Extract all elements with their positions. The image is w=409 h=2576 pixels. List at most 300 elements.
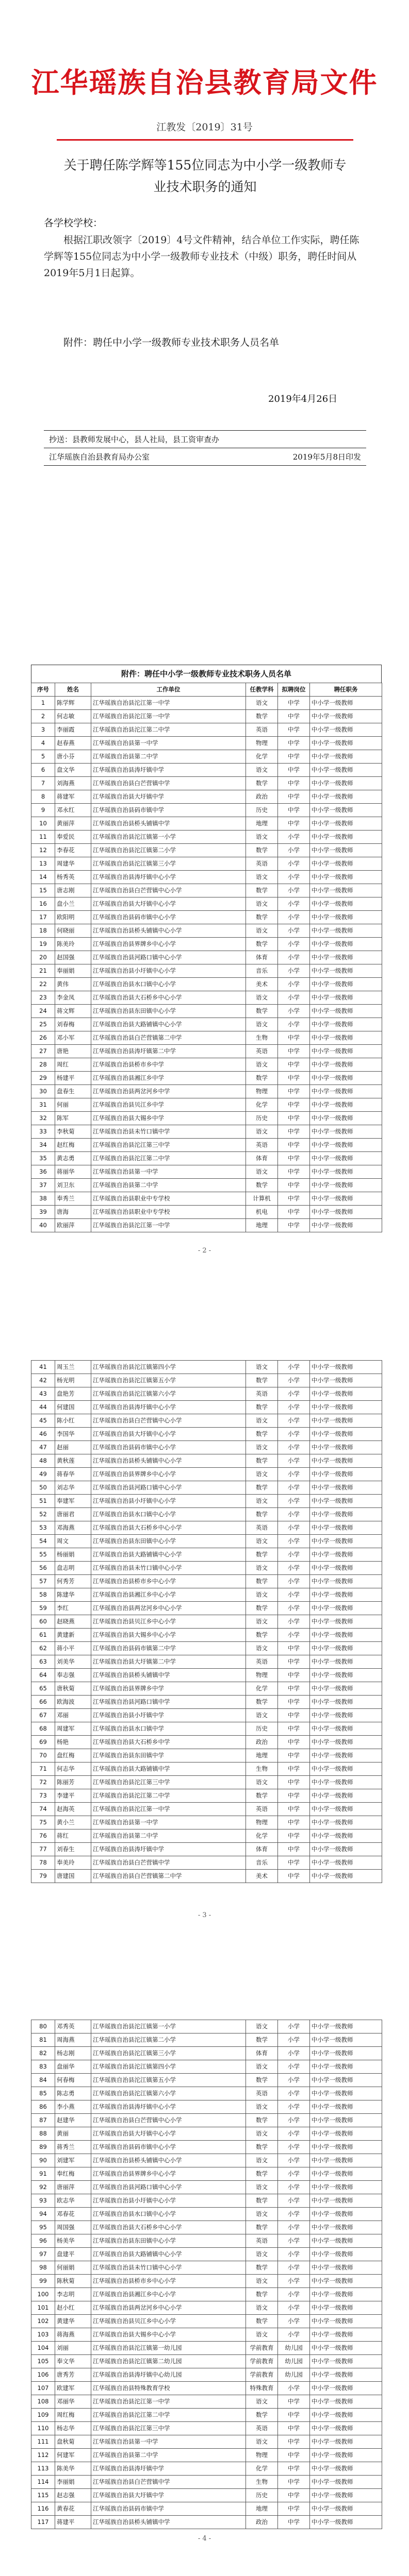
staff-name-cell: 李金凤 bbox=[55, 991, 91, 1005]
row-index-cell: 91 bbox=[31, 2167, 55, 2181]
teaching-subject-cell: 数学 bbox=[246, 1005, 278, 1018]
teaching-subject-cell: 历史 bbox=[246, 804, 278, 817]
row-index-cell: 89 bbox=[31, 2141, 55, 2154]
table-row bbox=[31, 991, 382, 1005]
staff-name-cell: 黄秋莲 bbox=[55, 1454, 91, 1468]
work-unit-cell: 江华瑶族自治县沱江第一中学 bbox=[91, 1803, 246, 1816]
table-row bbox=[31, 1588, 382, 1602]
teaching-subject-cell: 语文 bbox=[246, 1441, 278, 1454]
row-index-cell: 60 bbox=[31, 1615, 55, 1629]
work-unit-cell: 江华瑶族自治县沱江第一中学 bbox=[91, 710, 246, 723]
table-row bbox=[31, 2382, 382, 2395]
post-level-cell: 小学 bbox=[278, 2382, 310, 2395]
row-index-cell: 66 bbox=[31, 1696, 55, 1709]
staff-name-cell: 盘艳芳 bbox=[55, 1387, 91, 1401]
post-level-cell: 中学 bbox=[278, 1843, 310, 1856]
job-title-cell: 中小学一级教师 bbox=[310, 884, 382, 897]
work-unit-cell: 江华瑶族自治县两岔河乡中心小学 bbox=[91, 2301, 246, 2315]
job-title-cell: 中小学一级教师 bbox=[310, 964, 382, 978]
row-index-cell: 28 bbox=[31, 1058, 55, 1072]
table-row bbox=[31, 2208, 382, 2221]
post-level-cell: 中学 bbox=[278, 1642, 310, 1655]
work-unit-cell: 江华瑶族自治县沱江镇第一幼儿园 bbox=[91, 2342, 246, 2355]
staff-name-cell: 杨志华 bbox=[55, 2422, 91, 2435]
work-unit-cell: 江华瑶族自治县沱江镇第二小学 bbox=[91, 844, 246, 857]
post-level-cell: 中学 bbox=[278, 1856, 310, 1870]
post-level-cell: 小学 bbox=[278, 1481, 310, 1495]
table-row bbox=[31, 831, 382, 844]
row-index-cell: 88 bbox=[31, 2127, 55, 2141]
staff-name-cell: 李国华 bbox=[55, 1428, 91, 1441]
job-title-cell: 中小学一级教师 bbox=[310, 2221, 382, 2234]
post-level-cell: 小学 bbox=[278, 978, 310, 991]
table-row bbox=[31, 2074, 382, 2087]
work-unit-cell: 江华瑶族自治县大石桥乡中学 bbox=[91, 1736, 246, 1749]
post-level-cell: 小学 bbox=[278, 2127, 310, 2141]
row-index-cell: 10 bbox=[31, 817, 55, 831]
table-row bbox=[31, 2060, 382, 2074]
work-unit-cell: 江华瑶族自治县大路铺镇中心小学 bbox=[91, 1018, 246, 1031]
table-row bbox=[31, 1192, 382, 1206]
staff-name-cell: 李丽霞 bbox=[55, 723, 91, 737]
row-index-cell: 11 bbox=[31, 831, 55, 844]
post-level-cell: 小学 bbox=[278, 2328, 310, 2342]
row-index-cell: 93 bbox=[31, 2194, 55, 2208]
job-title-cell: 中小学一级教师 bbox=[310, 2489, 382, 2502]
table-row bbox=[31, 1031, 382, 1045]
table-row bbox=[31, 1454, 382, 1468]
teaching-subject-cell: 语文 bbox=[246, 924, 278, 938]
teaching-subject-cell: 数学 bbox=[246, 1629, 278, 1642]
row-index-cell: 107 bbox=[31, 2382, 55, 2395]
staff-table bbox=[31, 2020, 382, 2529]
teaching-subject-cell: 美术 bbox=[246, 978, 278, 991]
staff-name-cell: 黄小兰 bbox=[55, 1816, 91, 1829]
post-level-cell: 小学 bbox=[278, 2234, 310, 2248]
work-unit-cell: 江华瑶族自治县湘江乡中学 bbox=[91, 1072, 246, 1085]
work-unit-cell: 江华瑶族自治县沱江第二中学 bbox=[91, 1152, 246, 1165]
row-index-cell: 21 bbox=[31, 964, 55, 978]
work-unit-cell: 江华瑶族自治县大路铺镇中学 bbox=[91, 1762, 246, 1776]
teaching-subject-cell: 数学 bbox=[246, 1696, 278, 1709]
row-index-cell: 52 bbox=[31, 1508, 55, 1521]
work-unit-cell: 江华瑶族自治县涛圩镇中心小学 bbox=[91, 2100, 246, 2114]
staff-name-cell: 何丽 bbox=[55, 1098, 91, 1112]
row-index-cell: 54 bbox=[31, 1535, 55, 1548]
job-title-cell: 中小学一级教师 bbox=[310, 2074, 382, 2087]
table-row bbox=[31, 2047, 382, 2060]
post-level-cell: 小学 bbox=[278, 1535, 310, 1548]
row-index-cell: 46 bbox=[31, 1428, 55, 1441]
job-title-cell: 中小学一级教师 bbox=[310, 1508, 382, 1521]
staff-name-cell: 李志明 bbox=[55, 2288, 91, 2301]
row-index-cell: 50 bbox=[31, 1481, 55, 1495]
post-level-cell: 中学 bbox=[278, 1179, 310, 1192]
teaching-subject-cell: 语文 bbox=[246, 2301, 278, 2315]
teaching-subject-cell: 语文 bbox=[246, 1709, 278, 1722]
work-unit-cell: 江华瑶族自治县沱江第一中学 bbox=[91, 1219, 246, 1232]
teaching-subject-cell: 语文 bbox=[246, 991, 278, 1005]
work-unit-cell: 江华瑶族自治县码市镇中心小学 bbox=[91, 911, 246, 924]
job-title-cell: 中小学一级教师 bbox=[310, 2328, 382, 2342]
teaching-subject-cell: 英语 bbox=[246, 1521, 278, 1535]
document-header-title: 江华瑶族自治县教育局文件 bbox=[31, 66, 378, 99]
staff-name-cell: 邓春花 bbox=[55, 2208, 91, 2221]
row-index-cell: 110 bbox=[31, 2422, 55, 2435]
teaching-subject-cell: 语文 bbox=[246, 1495, 278, 1508]
post-level-cell: 中学 bbox=[278, 1219, 310, 1232]
table-row bbox=[31, 1642, 382, 1655]
post-level-cell: 小学 bbox=[278, 2154, 310, 2167]
staff-name-cell: 奉志强 bbox=[55, 1669, 91, 1682]
job-title-cell: 中小学一级教师 bbox=[310, 2248, 382, 2261]
staff-name-cell: 盘小兰 bbox=[55, 897, 91, 911]
post-level-cell: 中学 bbox=[278, 777, 310, 790]
table-row bbox=[31, 2489, 382, 2502]
red-divider-line bbox=[57, 139, 353, 141]
post-level-cell: 小学 bbox=[278, 991, 310, 1005]
teaching-subject-cell: 数学 bbox=[246, 1401, 278, 1414]
staff-name-cell: 欧海波 bbox=[55, 1696, 91, 1709]
issue-date: 2019年5月8日印发 bbox=[292, 452, 361, 462]
post-level-cell: 小学 bbox=[278, 2020, 310, 2033]
teaching-subject-cell: 数学 bbox=[246, 1789, 278, 1803]
row-index-cell: 75 bbox=[31, 1816, 55, 1829]
staff-name-cell: 何秀芳 bbox=[55, 1575, 91, 1588]
staff-name-cell: 刘卫东 bbox=[55, 1179, 91, 1192]
row-index-cell: 32 bbox=[31, 1112, 55, 1125]
row-index-cell: 116 bbox=[31, 2502, 55, 2516]
row-index-cell: 100 bbox=[31, 2288, 55, 2301]
post-level-cell: 中学 bbox=[278, 2462, 310, 2476]
row-index-cell: 1 bbox=[31, 697, 55, 710]
job-title-cell: 中小学一级教师 bbox=[310, 897, 382, 911]
staff-name-cell: 盘建平 bbox=[55, 2248, 91, 2261]
table-row bbox=[31, 1468, 382, 1481]
post-level-cell: 小学 bbox=[278, 2208, 310, 2221]
post-level-cell: 小学 bbox=[278, 2261, 310, 2275]
staff-name-cell: 陈小红 bbox=[55, 1414, 91, 1428]
row-index-cell: 92 bbox=[31, 2181, 55, 2194]
table-row bbox=[31, 1112, 382, 1125]
staff-name-cell: 何丽娟 bbox=[55, 2261, 91, 2275]
row-index-cell: 68 bbox=[31, 1722, 55, 1736]
row-index-cell: 95 bbox=[31, 2221, 55, 2234]
teaching-subject-cell: 语文 bbox=[246, 2435, 278, 2449]
table-row bbox=[31, 2275, 382, 2288]
job-title-cell: 中小学一级教师 bbox=[310, 2194, 382, 2208]
table-row bbox=[31, 1870, 382, 1883]
post-level-cell: 小学 bbox=[278, 1454, 310, 1468]
row-index-cell: 15 bbox=[31, 884, 55, 897]
row-index-cell: 38 bbox=[31, 1192, 55, 1206]
work-unit-cell: 江华瑶族自治县沱江第三中学 bbox=[91, 1776, 246, 1789]
teaching-subject-cell: 语文 bbox=[246, 2395, 278, 2409]
table-row bbox=[31, 750, 382, 764]
work-unit-cell: 江华瑶族自治县第一中学 bbox=[91, 1165, 246, 1179]
work-unit-cell: 江华瑶族自治县小圩镇中心小学 bbox=[91, 2194, 246, 2208]
staff-name-cell: 刘丽 bbox=[55, 2342, 91, 2355]
teaching-subject-cell: 语文 bbox=[246, 1588, 278, 1602]
teaching-subject-cell: 生物 bbox=[246, 1762, 278, 1776]
teaching-subject-cell: 语文 bbox=[246, 2248, 278, 2261]
job-title-cell: 中小学一级教师 bbox=[310, 1112, 382, 1125]
table-row bbox=[31, 884, 382, 897]
row-index-cell: 3 bbox=[31, 723, 55, 737]
table-row bbox=[31, 1098, 382, 1112]
teaching-subject-cell: 化学 bbox=[246, 1098, 278, 1112]
teaching-subject-cell: 语文 bbox=[246, 2154, 278, 2167]
teaching-subject-cell: 学前教育 bbox=[246, 2355, 278, 2368]
row-index-cell: 74 bbox=[31, 1803, 55, 1816]
job-title-cell: 中小学一级教师 bbox=[310, 1495, 382, 1508]
job-title-cell: 中小学一级教师 bbox=[310, 978, 382, 991]
post-level-cell: 小学 bbox=[278, 2114, 310, 2127]
job-title-cell: 中小学一级教师 bbox=[310, 1789, 382, 1803]
row-index-cell: 5 bbox=[31, 750, 55, 764]
staff-name-cell: 黄丽 bbox=[55, 2127, 91, 2141]
table-row bbox=[31, 1481, 382, 1495]
work-unit-cell: 江华瑶族自治县桥头铺镇中学 bbox=[91, 2516, 246, 2529]
post-level-cell: 中学 bbox=[278, 1045, 310, 1058]
post-level-cell: 小学 bbox=[278, 1629, 310, 1642]
post-level-cell: 中学 bbox=[278, 1749, 310, 1762]
teaching-subject-cell: 历史 bbox=[246, 1112, 278, 1125]
staff-name-cell: 周红梅 bbox=[55, 2409, 91, 2422]
job-title-cell: 中小学一级教师 bbox=[310, 1139, 382, 1152]
job-title-cell: 中小学一级教师 bbox=[310, 2167, 382, 2181]
teaching-subject-cell: 数学 bbox=[246, 2141, 278, 2154]
staff-name-cell: 赵晓燕 bbox=[55, 1615, 91, 1629]
teaching-subject-cell: 数学 bbox=[246, 1481, 278, 1495]
job-title-cell: 中小学一级教师 bbox=[310, 2462, 382, 2476]
row-index-cell: 104 bbox=[31, 2342, 55, 2355]
table-row bbox=[31, 1602, 382, 1615]
work-unit-cell: 江华瑶族自治县沱江镇第二幼儿园 bbox=[91, 2355, 246, 2368]
teaching-subject-cell: 机电 bbox=[246, 1206, 278, 1219]
teaching-subject-cell: 语文 bbox=[246, 2208, 278, 2221]
row-index-cell: 99 bbox=[31, 2275, 55, 2288]
staff-name-cell: 奉丽娟 bbox=[55, 964, 91, 978]
work-unit-cell: 江华瑶族自治县沱江第三中学 bbox=[91, 1139, 246, 1152]
table-row bbox=[31, 710, 382, 723]
job-title-cell: 中小学一级教师 bbox=[310, 2047, 382, 2060]
job-title-cell: 中小学一级教师 bbox=[310, 2208, 382, 2221]
job-title-cell: 中小学一级教师 bbox=[310, 1629, 382, 1642]
teaching-subject-cell: 英语 bbox=[246, 1655, 278, 1669]
post-level-cell: 中学 bbox=[278, 2476, 310, 2489]
row-index-cell: 7 bbox=[31, 777, 55, 790]
work-unit-cell: 江华瑶族自治县涛圩镇中学 bbox=[91, 764, 246, 777]
staff-name-cell: 陈建华 bbox=[55, 1588, 91, 1602]
post-level-cell: 中学 bbox=[278, 710, 310, 723]
post-level-cell: 小学 bbox=[278, 924, 310, 938]
page-number: - 4 - bbox=[198, 2535, 211, 2543]
work-unit-cell: 江华瑶族自治县白芒营镇第二中学 bbox=[91, 1870, 246, 1883]
staff-name-cell: 奉爱民 bbox=[55, 831, 91, 844]
post-level-cell: 中学 bbox=[278, 1098, 310, 1112]
staff-name-cell: 李秋菊 bbox=[55, 1125, 91, 1139]
row-index-cell: 65 bbox=[31, 1682, 55, 1696]
table-row bbox=[31, 1428, 382, 1441]
table-row bbox=[31, 1843, 382, 1856]
row-index-cell: 80 bbox=[31, 2020, 55, 2033]
staff-name-cell: 何建军 bbox=[55, 2449, 91, 2462]
post-level-cell: 小学 bbox=[278, 2074, 310, 2087]
table-row bbox=[31, 2502, 382, 2516]
job-title-cell: 中小学一级教师 bbox=[310, 831, 382, 844]
teaching-subject-cell: 语文 bbox=[246, 1058, 278, 1072]
staff-name-cell: 盘春生 bbox=[55, 1085, 91, 1098]
post-level-cell: 小学 bbox=[278, 951, 310, 964]
teaching-subject-cell: 政治 bbox=[246, 2516, 278, 2529]
post-level-cell: 中学 bbox=[278, 1192, 310, 1206]
staff-name-cell: 邓永红 bbox=[55, 804, 91, 817]
staff-name-cell: 盘文华 bbox=[55, 764, 91, 777]
work-unit-cell: 江华瑶族自治县特殊教育学校 bbox=[91, 2382, 246, 2395]
job-title-cell: 中小学一级教师 bbox=[310, 1535, 382, 1548]
row-index-cell: 90 bbox=[31, 2154, 55, 2167]
page-number: - 3 - bbox=[198, 1911, 211, 1919]
job-title-cell: 中小学一级教师 bbox=[310, 1843, 382, 1856]
job-title-cell: 中小学一级教师 bbox=[310, 737, 382, 750]
table-row bbox=[31, 2167, 382, 2181]
staff-name-cell: 李小燕 bbox=[55, 2100, 91, 2114]
table-row bbox=[31, 764, 382, 777]
work-unit-cell: 江华瑶族自治县东田镇中学 bbox=[91, 1749, 246, 1762]
teaching-subject-cell: 英语 bbox=[246, 1139, 278, 1152]
job-title-cell: 中小学一级教师 bbox=[310, 1192, 382, 1206]
row-index-cell: 63 bbox=[31, 1655, 55, 1669]
table-row bbox=[31, 2154, 382, 2167]
job-title-cell: 中小学一级教师 bbox=[310, 1655, 382, 1669]
issuer: 江华瑶族自治县教育局办公室 bbox=[49, 452, 150, 462]
post-level-cell: 小学 bbox=[278, 1414, 310, 1428]
post-level-cell: 小学 bbox=[278, 938, 310, 951]
row-index-cell: 87 bbox=[31, 2114, 55, 2127]
work-unit-cell: 江华瑶族自治县桥头铺镇中心小学 bbox=[91, 2154, 246, 2167]
teaching-subject-cell: 体育 bbox=[246, 2047, 278, 2060]
work-unit-cell: 江华瑶族自治县河路口镇中心小学 bbox=[91, 951, 246, 964]
staff-name-cell: 刘春生 bbox=[55, 1843, 91, 1856]
work-unit-cell: 江华瑶族自治县大圩镇中心小学 bbox=[91, 2127, 246, 2141]
table-row bbox=[31, 938, 382, 951]
post-level-cell: 中学 bbox=[278, 737, 310, 750]
job-title-cell: 中小学一级教师 bbox=[310, 790, 382, 804]
table-row bbox=[31, 1762, 382, 1776]
post-level-cell: 小学 bbox=[278, 1468, 310, 1481]
post-level-cell: 小学 bbox=[278, 1562, 310, 1575]
table-row bbox=[31, 1856, 382, 1870]
table-row bbox=[31, 2194, 382, 2208]
staff-name-cell: 赵海英 bbox=[55, 1803, 91, 1816]
teaching-subject-cell: 美术 bbox=[246, 1870, 278, 1883]
row-index-cell: 83 bbox=[31, 2060, 55, 2074]
staff-name-cell: 蒋丽华 bbox=[55, 1165, 91, 1179]
post-level-cell: 中学 bbox=[278, 1816, 310, 1829]
job-title-cell: 中小学一级教师 bbox=[310, 1588, 382, 1602]
table-row bbox=[31, 1495, 382, 1508]
teaching-subject-cell: 音乐 bbox=[246, 964, 278, 978]
table-row bbox=[31, 1521, 382, 1535]
post-level-cell: 小学 bbox=[278, 2275, 310, 2288]
job-title-cell: 中小学一级教师 bbox=[310, 750, 382, 764]
row-index-cell: 102 bbox=[31, 2315, 55, 2328]
notice-paragraph: 根据江职改领字〔2019〕4号文件精神，结合单位工作实际，聘任陈学辉等155位同志为中小学一级教师专业技术（中级）职务，聘任时间从2019年5月1日起算。 bbox=[44, 234, 359, 279]
job-title-cell: 中小学一级教师 bbox=[310, 2422, 382, 2435]
staff-name-cell: 赵国强 bbox=[55, 951, 91, 964]
table-row bbox=[31, 1085, 382, 1098]
staff-name-cell: 唐秋菊 bbox=[55, 1682, 91, 1696]
work-unit-cell: 江华瑶族自治县大锡乡中学 bbox=[91, 1112, 246, 1125]
post-level-cell: 中学 bbox=[278, 804, 310, 817]
notice-date: 2019年4月26日 bbox=[268, 394, 338, 404]
teaching-subject-cell: 数学 bbox=[246, 1575, 278, 1588]
staff-name-cell: 刘建军 bbox=[55, 2154, 91, 2167]
teaching-subject-cell: 英语 bbox=[246, 1045, 278, 1058]
staff-name-cell: 唐志刚 bbox=[55, 884, 91, 897]
post-level-cell: 小学 bbox=[278, 2060, 310, 2074]
teaching-subject-cell: 计算机 bbox=[246, 1192, 278, 1206]
teaching-subject-cell: 语文 bbox=[246, 1535, 278, 1548]
work-unit-cell: 江华瑶族自治县码市镇中学 bbox=[91, 804, 246, 817]
row-index-cell: 97 bbox=[31, 2248, 55, 2261]
row-index-cell: 56 bbox=[31, 1562, 55, 1575]
job-title-cell: 中小学一级教师 bbox=[310, 1816, 382, 1829]
teaching-subject-cell: 语文 bbox=[246, 1361, 278, 1374]
teaching-subject-cell: 地理 bbox=[246, 2502, 278, 2516]
teaching-subject-cell: 英语 bbox=[246, 2422, 278, 2435]
staff-name-cell: 奉文华 bbox=[55, 2355, 91, 2368]
row-index-cell: 19 bbox=[31, 938, 55, 951]
job-title-cell: 中小学一级教师 bbox=[310, 1165, 382, 1179]
staff-name-cell: 李红 bbox=[55, 1602, 91, 1615]
footer-box bbox=[44, 430, 366, 466]
job-title-cell: 中小学一级教师 bbox=[310, 1856, 382, 1870]
work-unit-cell: 江华瑶族自治县界牌乡中心小学 bbox=[91, 938, 246, 951]
row-index-cell: 41 bbox=[31, 1361, 55, 1374]
table-row bbox=[31, 2355, 382, 2368]
row-index-cell: 9 bbox=[31, 804, 55, 817]
job-title-cell: 中小学一级教师 bbox=[310, 1374, 382, 1387]
teaching-subject-cell: 学前教育 bbox=[246, 2368, 278, 2382]
work-unit-cell: 江华瑶族自治县码市镇第二中学 bbox=[91, 1642, 246, 1655]
row-index-cell: 115 bbox=[31, 2489, 55, 2502]
teaching-subject-cell: 生物 bbox=[246, 1031, 278, 1045]
job-title-cell: 中小学一级教师 bbox=[310, 1669, 382, 1682]
staff-name-cell: 周建军 bbox=[55, 1722, 91, 1736]
table-row bbox=[31, 2476, 382, 2489]
teaching-subject-cell: 数学 bbox=[246, 1454, 278, 1468]
table-row bbox=[31, 844, 382, 857]
work-unit-cell: 江华瑶族自治县涛圩镇中心幼儿园 bbox=[91, 2368, 246, 2382]
work-unit-cell: 江华瑶族自治县大路铺镇中心小学 bbox=[91, 1548, 246, 1562]
row-index-cell: 77 bbox=[31, 1843, 55, 1856]
work-unit-cell: 江华瑶族自治县河路口镇中心小学 bbox=[91, 2181, 246, 2194]
work-unit-cell: 江华瑶族自治县水口镇中学 bbox=[91, 1722, 246, 1736]
work-unit-cell: 江华瑶族自治县东田镇中心小学 bbox=[91, 1005, 246, 1018]
job-title-cell: 中小学一级教师 bbox=[310, 2060, 382, 2074]
teaching-subject-cell: 音乐 bbox=[246, 1856, 278, 1870]
table-row bbox=[31, 897, 382, 911]
post-level-cell: 小学 bbox=[278, 2181, 310, 2194]
teaching-subject-cell: 数学 bbox=[246, 938, 278, 951]
post-level-cell: 中学 bbox=[278, 1722, 310, 1736]
table-row bbox=[31, 737, 382, 750]
teaching-subject-cell: 物理 bbox=[246, 737, 278, 750]
table-row bbox=[31, 1655, 382, 1669]
work-unit-cell: 江华瑶族自治县涛圩镇中学 bbox=[91, 1843, 246, 1856]
